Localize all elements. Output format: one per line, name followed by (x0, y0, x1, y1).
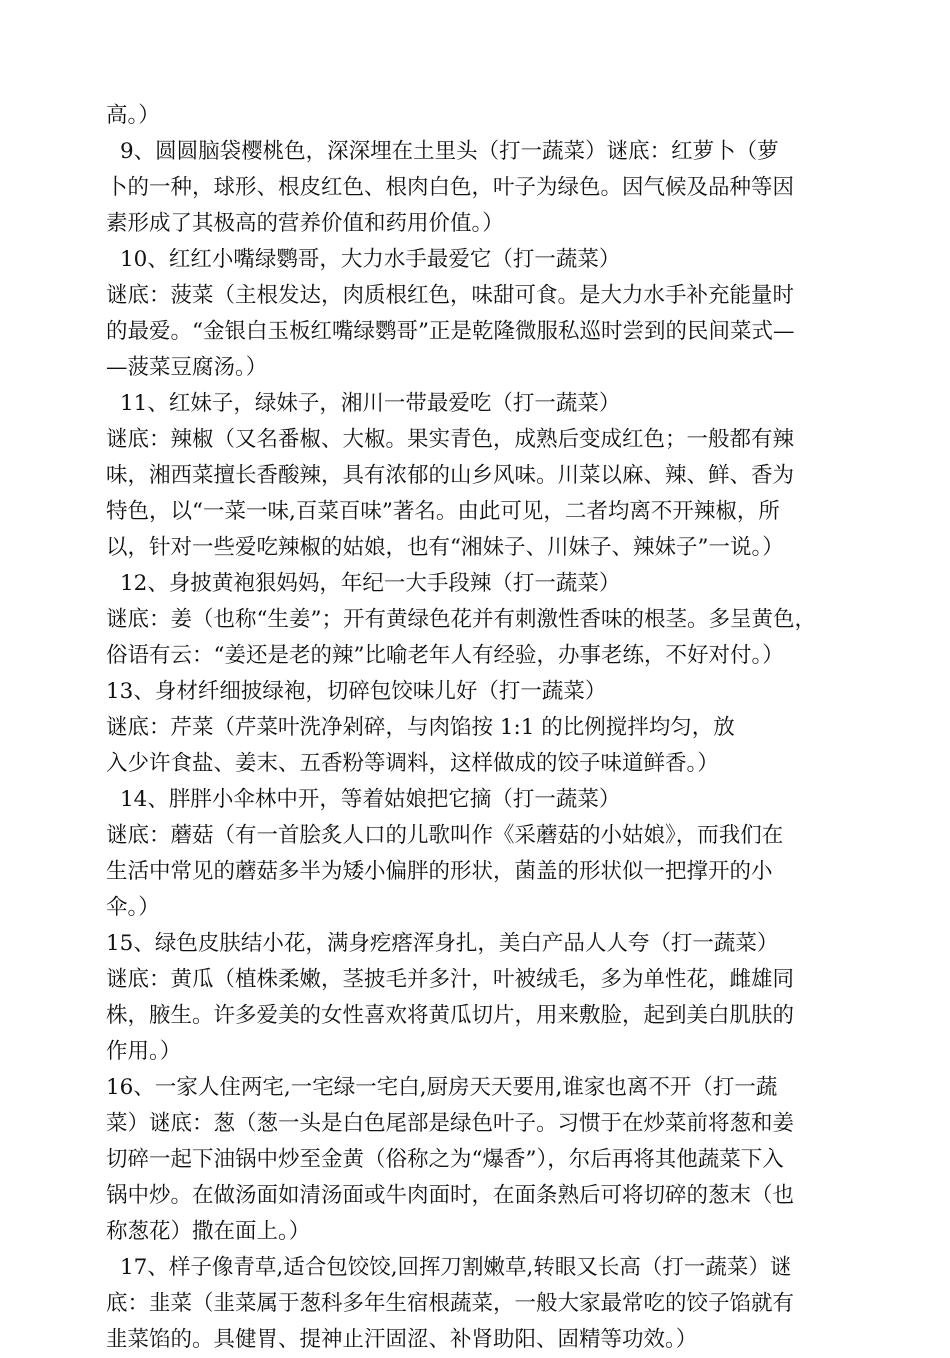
text-line: 16、一家人住两宅,一宅绿一宅白,厨房天天要用,谁家也离不开（打一蔬 (106, 1075, 778, 1100)
text-line: 谜底：辣椒（又名番椒、大椒。果实青色，成熟后变成红色；一般都有辣 (106, 427, 795, 452)
text-line: 素形成了其极高的营养价值和药用价值。） (106, 211, 504, 236)
text-line: 称葱花）撒在面上。） (106, 1219, 311, 1244)
text-line: 14、胖胖小伞林中开，等着姑娘把它摘（打一蔬菜） (120, 787, 621, 812)
text-line: 以，针对一些爱吃辣椒的姑娘，也有“湘妹子、川妹子、辣妹子”一说。） (106, 535, 784, 560)
text-line: 韭菜馅的。具健胃、提神止汗固涩、补肾助阳、固精等功效。） (106, 1327, 698, 1352)
text-line: 菜）谜底：葱（葱一头是白色尾部是绿色叶子。习惯于在炒菜前将葱和姜 (106, 1111, 795, 1136)
text-line: 谜底：菠菜（主根发达，肉质根红色，味甜可食。是大力水手补充能量时 (106, 283, 795, 308)
text-line: 株，腋生。许多爱美的女性喜欢将黄瓜切片，用来敷脸，起到美白肌肤的 (106, 1003, 795, 1028)
text-line: 12、身披黄袍狠妈妈，年纪一大手段辣（打一蔬菜） (120, 571, 621, 596)
text-line: 锅中炒。在做汤面如清汤面或牛肉面时，在面条熟后可将切碎的葱末（也 (106, 1183, 795, 1208)
text-line: 13、身材纤细披绿袍，切碎包饺味儿好（打一蔬菜） (106, 679, 607, 704)
text-line: 伞。） (106, 895, 160, 920)
text-line: 15、绿色皮肤结小花，满身疙瘩浑身扎，美白产品人人夸（打一蔬菜） (106, 931, 779, 956)
text-line: 卜的一种，球形、根皮红色、根肉白色，叶子为绿色。因气候及品种等因 (106, 175, 795, 200)
document-body (106, 98, 858, 1358)
text-line: 谜底：黄瓜（植株柔嫩，茎披毛并多汁，叶被绒毛，多为单性花，雌雄同 (106, 967, 795, 992)
text-line: 11、红妹子，绿妹子，湘川一带最爱吃（打一蔬菜） (120, 391, 621, 416)
text-line: 切碎一起下油锅中炒至金黄（俗称之为“爆香”），尔后再将其他蔬菜下入 (106, 1147, 784, 1172)
text-line: 高。） (106, 103, 160, 128)
text-line: 特色，以“一菜一味,百菜百味”著名。由此可见，二者均离不开辣椒，所 (106, 499, 780, 524)
text-line: —菠菜豆腐汤。） (106, 355, 268, 380)
text-line: 10、红红小嘴绿鹦哥，大力水手最爱它（打一蔬菜） (120, 247, 621, 272)
text-line: 生活中常见的蘑菇多半为矮小偏胖的形状，菌盖的形状似一把撑开的小 (106, 859, 773, 884)
text-line: 谜底：蘑菇（有一首脍炙人口的儿歌叫作《采蘑菇的小姑娘》，而我们在 (106, 823, 784, 848)
text-line: 俗语有云：“姜还是老的辣”比喻老年人有经验，办事老练，不好对付。） (106, 643, 784, 668)
text-line: 入少许食盐、姜末、五香粉等调料，这样做成的饺子味道鲜香。） (106, 751, 719, 776)
text-line: 的最爱。“金银白玉板红嘴绿鹦哥”正是乾隆微服私巡时尝到的民间菜式— (106, 319, 795, 344)
text-line: 17、样子像青草,适合包饺饺,回挥刀割嫩草,转眼又长高（打一蔬菜）谜 (120, 1255, 792, 1280)
text-line: 味，湘西菜擅长香酸辣，具有浓郁的山乡风味。川菜以麻、辣、鲜、香为 (106, 463, 795, 488)
text-line: 谜底：姜（也称“生姜”；开有黄绿色花并有刺激性香味的根茎。多呈黄色， (106, 607, 816, 632)
text-line: 底：韭菜（韭菜属于葱科多年生宿根蔬菜，一般大家最常吃的饺子馅就有 (106, 1291, 795, 1316)
text-line: 作用。） (106, 1039, 182, 1064)
text-line: 9、圆圆脑袋樱桃色，深深埋在土里头（打一蔬菜）谜底：红萝卜（萝 (120, 139, 779, 164)
text-line: 谜底：芹菜（芹菜叶洗净剁碎，与肉馅按 1:1 的比例搅拌均匀，放 (106, 715, 735, 740)
